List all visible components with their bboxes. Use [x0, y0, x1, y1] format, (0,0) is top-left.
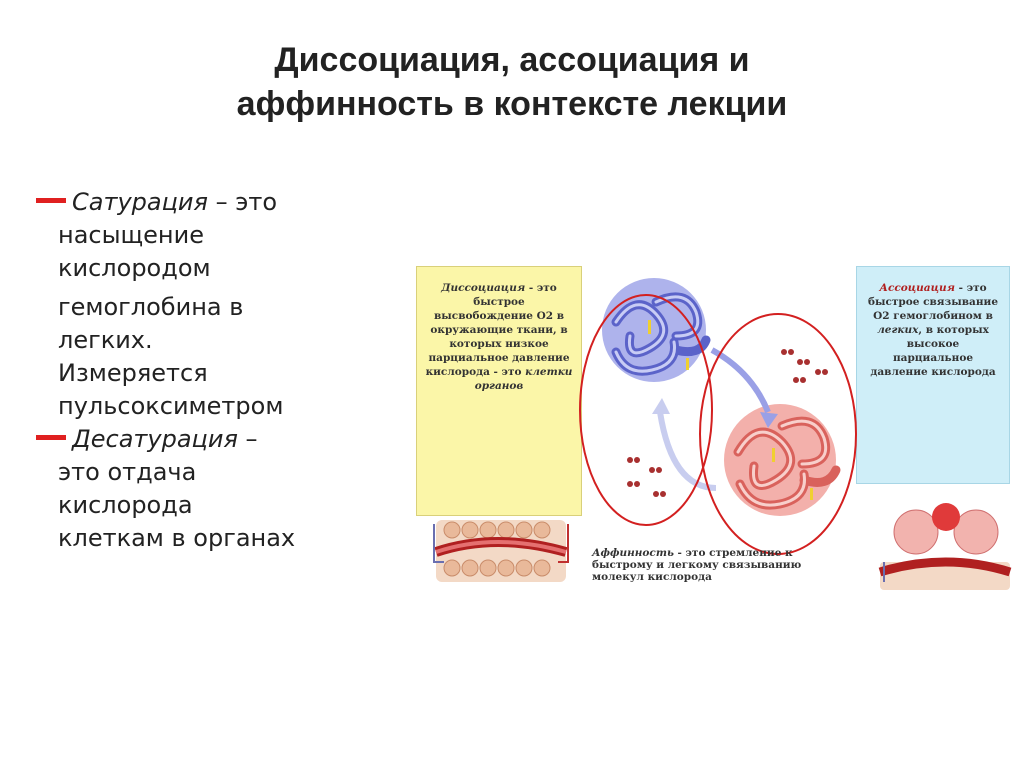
association-text-b: , в которых высокое парциальное давление кислорода — [870, 324, 996, 378]
affinity-text: - это стремление к быстрому и легкому связыванию молекул кислорода — [592, 547, 802, 583]
dissociation-term: Диссоциация — [441, 282, 526, 294]
affinity-term: Аффинность — [592, 547, 674, 559]
bullet-saturation — [36, 186, 376, 423]
association-text: - это быстрое связывание О2 гемоглобином в — [867, 282, 999, 322]
dissociation-text: - это быстрое высвобождение О2 в окружающие ткани, в которых низкое парциальное давление кислорода - это — [425, 282, 570, 378]
bullet-text: – — [237, 425, 258, 453]
lung-illustration — [880, 503, 1010, 590]
bullet-text: – это — [207, 188, 278, 216]
title-line-2: аффинность в контексте лекции — [236, 85, 788, 123]
bullet-line: кислорода — [58, 491, 193, 519]
bullet-line: клеткам в органах — [58, 524, 296, 552]
bullet-line: легких. — [58, 326, 153, 354]
bullet-line: гемоглобина в — [58, 293, 244, 321]
bullet-line: кислородом — [58, 254, 211, 282]
bullet-dash — [36, 198, 66, 203]
bullet-dash — [36, 435, 66, 440]
term-desaturation: Десатурация — [72, 425, 238, 453]
bullet-desaturation — [36, 423, 376, 555]
bullet-line: Измеряется — [58, 359, 208, 387]
bullet-line: насыщение — [58, 221, 204, 249]
slide-title — [80, 38, 944, 126]
dissociation-emph: клетки органов — [474, 366, 573, 392]
affinity-caption — [592, 547, 852, 583]
tissue-illustration — [434, 520, 568, 582]
association-emph: легких — [877, 324, 919, 336]
term-saturation: Сатурация — [72, 188, 208, 216]
title-line-1: Диссоциация, ассоциация и — [274, 41, 750, 79]
hemoglobin-figure — [416, 262, 1014, 602]
bullet-line: это отдача — [58, 458, 197, 486]
bullet-list — [36, 186, 376, 555]
association-term: Ассоциация — [879, 282, 956, 294]
bullet-line: пульсоксиметром — [58, 392, 284, 420]
oxyhemoglobin-illustration — [724, 404, 836, 516]
deoxyhemoglobin-illustration — [602, 278, 706, 382]
